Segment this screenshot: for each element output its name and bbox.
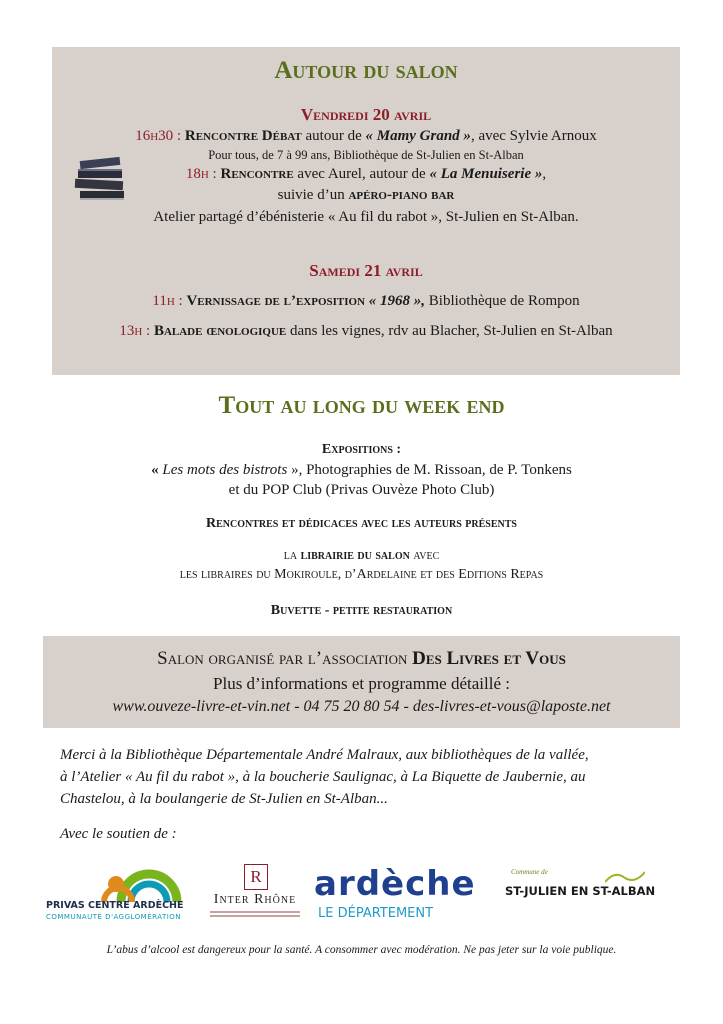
event-2-text1: avec Aurel, autour de — [293, 166, 430, 182]
st-julien-name: ST-JULIEN EN ST-ALBAN — [505, 884, 656, 898]
organiser-a: Salon organisé par l’association — [157, 648, 413, 669]
librairie-b: librairie du salon — [300, 548, 410, 563]
event-3-label: Vernissage de l’exposition — [186, 293, 366, 309]
expo-quote: « — [151, 462, 163, 478]
event-1-book: « Mamy Grand » — [365, 128, 471, 144]
buvette-line: Buvette - petite restauration — [270, 603, 453, 618]
expo-line2: et du POP Club (Privas Ouvèze Photo Club) — [228, 482, 495, 498]
librairie-a: la — [283, 548, 301, 563]
info-line: Plus d’informations et programme détaillé : — [213, 674, 510, 693]
privas-sub: COMMUNAUTÉ D'AGGLOMÉRATION — [46, 913, 182, 921]
organiser-band — [43, 636, 680, 728]
event-2-apero: apéro-piano bar — [348, 187, 455, 203]
privas-name: PRIVAS CENTRE ARDÈCHE — [46, 900, 184, 911]
event-3-text: Bibliothèque de Rompon — [425, 293, 580, 309]
event-4-text: dans les vignes, rdv au Blacher, St-Julien en St-Alban — [286, 323, 613, 339]
event-1 — [52, 128, 680, 145]
event-1-text1: autour de — [301, 128, 366, 144]
privas-logo — [46, 862, 194, 924]
event-1-label: Rencontre Débat — [184, 128, 302, 144]
inter-rhone-r: R — [244, 864, 268, 890]
expo-title: Expositions : — [321, 442, 402, 457]
inter-rhone-rule — [210, 911, 300, 913]
event-4-time: 13h : — [119, 323, 151, 339]
event-2-time: 18h : — [185, 166, 217, 182]
st-julien-small: Commune de — [511, 868, 548, 876]
event-2-line2 — [52, 187, 680, 204]
privas-emblem-icon — [46, 862, 194, 902]
event-4 — [52, 323, 680, 340]
expo-line1 — [0, 462, 723, 479]
libraires-line: les libraires du Mokiroule, d’Ardelaine et des Editions Repas — [179, 567, 544, 582]
event-1-text2: , avec Sylvie Arnoux — [470, 128, 597, 144]
event-1-sub: Pour tous, de 7 à 99 ans, Bibliothèque de St-Julien en St-Alban — [208, 148, 524, 162]
inter-rhone-name: Inter Rhône — [213, 892, 297, 907]
samedi-heading: Samedi 21 avril — [309, 261, 423, 280]
autour-title: Autour du salon — [274, 57, 458, 84]
rencontres-line: Rencontres et dédicaces avec les auteurs présents — [205, 516, 517, 531]
event-3-book: « 1968 », — [365, 293, 426, 309]
event-4-label: Balade œnologique — [153, 323, 287, 339]
ardeche-logo — [314, 864, 494, 924]
contact-line[interactable]: www.ouveze-livre-et-vin.net - 04 75 20 80 54 - des-livres-et-vous@laposte.net — [112, 698, 611, 715]
thanks-line-1: Merci à la Bibliothèque Départementale André Malraux, aux bibliothèques de la vallée, — [60, 747, 589, 763]
st-julien-logo — [505, 868, 675, 918]
ardeche-sub: LE DÉPARTEMENT — [318, 906, 434, 921]
event-3-time: 11h : — [152, 293, 183, 309]
event-2 — [52, 166, 680, 183]
inter-rhone-rule-2 — [210, 915, 300, 917]
autour-du-salon-box — [52, 47, 680, 375]
ardeche-name: ardèche — [314, 864, 476, 904]
vendredi-heading: Vendredi 20 avril — [300, 105, 432, 124]
event-1-time: 16h30 : — [135, 128, 182, 144]
event-2-text2: , — [542, 166, 547, 182]
organiser-b: Des Livres et Vous — [412, 648, 566, 669]
expo-name: Les mots des bistrots — [162, 462, 288, 478]
event-2-line3: Atelier partagé d’ébénisterie « Au fil du rabot », St-Julien en St-Alban. — [153, 209, 579, 225]
thanks-line-3: Chastelou, à la boulangerie de St-Julien en St-Alban... — [60, 791, 388, 807]
inter-rhone-logo — [200, 864, 310, 924]
soutien-label: Avec le soutien de : — [60, 826, 177, 842]
librairie-line — [0, 548, 723, 564]
weekend-title: Tout au long du week end — [218, 392, 505, 419]
event-3 — [52, 293, 680, 310]
expo-text: », Photographies de M. Rissoan, de P. Tonkens — [287, 462, 572, 478]
thanks-line-2: à l’Atelier « Au fil du rabot », à la boucherie Saulignac, à La Biquette de Jaubernie, au — [60, 769, 586, 785]
librairie-c: avec — [409, 548, 440, 563]
health-warning: L’abus d’alcool est dangereux pour la santé. A consommer avec modération. Ne pas jeter sur la voie publique. — [106, 944, 617, 956]
thanks-block — [60, 744, 589, 810]
event-2-line2a: suivie d’un — [277, 187, 349, 203]
st-julien-emblem-icon — [605, 870, 645, 884]
event-2-book: « La Menuiserie » — [429, 166, 543, 182]
event-2-label: Rencontre — [220, 166, 294, 182]
organiser-line — [43, 648, 680, 670]
